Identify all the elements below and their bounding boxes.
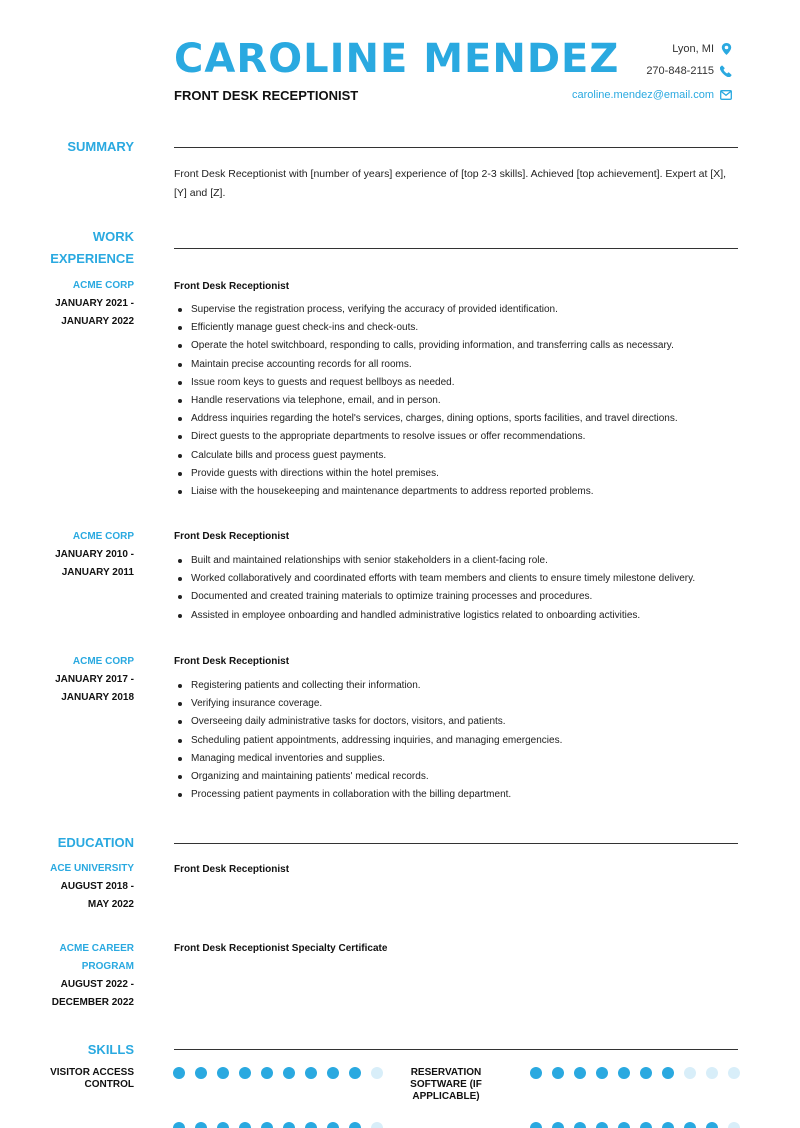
job-1-bullets: [174, 301, 744, 501]
edu-2-school-line1: ACME CAREER: [59, 943, 134, 954]
edu-1-dates-end: MAY 2022: [87, 899, 134, 910]
edu-1-degree: Front Desk Receptionist: [174, 864, 290, 875]
work-heading-line1: WORK: [92, 229, 134, 244]
rating-dot: [349, 1067, 361, 1079]
skills-heading: SKILLS: [87, 1042, 134, 1057]
job-2-dates-start: JANUARY 2010 -: [55, 549, 134, 560]
rating-dot: [327, 1122, 339, 1128]
job-3-company: ACME CORP: [72, 656, 134, 667]
list-item: Documented and created training materials to optimize training processes and procedures.: [174, 588, 744, 606]
rating-dot: [596, 1067, 608, 1079]
job-1-meta: [0, 277, 134, 331]
rating-dot: [371, 1122, 383, 1128]
rating-dot: [618, 1122, 630, 1128]
job-title: FRONT DESK RECEPTIONIST: [174, 88, 359, 103]
rating-dot: [552, 1122, 564, 1128]
rating-dot: [596, 1122, 608, 1128]
work-divider: [174, 248, 738, 249]
rating-dot: [261, 1067, 273, 1079]
rating-dot: [662, 1067, 674, 1079]
list-item: Processing patient payments in collaboration with the billing department.: [174, 786, 744, 804]
job-1-role: Front Desk Receptionist: [174, 281, 290, 292]
rating-dot: [574, 1122, 586, 1128]
skills-divider: [174, 1049, 738, 1050]
job-2-bullets: [174, 552, 744, 625]
list-item: Built and maintained relationships with senior stakeholders in a client-facing role.: [174, 552, 744, 570]
summary-text: Front Desk Receptionist with [number of years] experience of [top 2-3 skills]. Achieved [top achievement]. Expert at [X], [Y] and [Z].: [174, 168, 727, 199]
contact-location: [672, 43, 732, 55]
list-item: Handle reservations via telephone, email, and in person.: [174, 392, 744, 410]
rating-dot: [195, 1122, 207, 1128]
rating-dot: [706, 1067, 718, 1079]
edu-1-dates-start: AUGUST 2018 -: [60, 881, 134, 892]
job-2-role: Front Desk Receptionist: [174, 531, 290, 542]
contact-phone: [646, 65, 732, 77]
candidate-name: CAROLINE MENDEZ: [174, 36, 620, 82]
rating-dot: [728, 1122, 740, 1128]
rating-dot: [173, 1122, 185, 1128]
list-item: Address inquiries regarding the hotel's services, charges, dining options, sports facilities, and travel directions.: [174, 410, 744, 428]
rating-dot: [239, 1067, 251, 1079]
rating-dot: [728, 1067, 740, 1079]
rating-dot: [371, 1067, 383, 1079]
list-item: Efficiently manage guest check-ins and check-outs.: [174, 319, 744, 337]
job-2-company: ACME CORP: [72, 531, 134, 542]
rating-dot: [574, 1067, 586, 1079]
list-item: Direct guests to the appropriate departments to resolve issues or offer recommendations.: [174, 428, 744, 446]
rating-dot: [327, 1067, 339, 1079]
rating-dot: [530, 1067, 542, 1079]
skill-1-name: [0, 1067, 134, 1091]
email-text[interactable]: caroline.mendez@email.com: [571, 89, 714, 101]
rating-dot: [640, 1067, 652, 1079]
rating-dot: [684, 1122, 696, 1128]
education-divider: [174, 843, 738, 844]
rating-dot: [530, 1122, 542, 1128]
edu-2-meta: [0, 940, 134, 1012]
edu-1-meta: [0, 860, 134, 914]
skill-4-rating-partial: [530, 1122, 740, 1128]
skill-2-name: [400, 1067, 492, 1103]
edu-2-dates-end: DECEMBER 2022: [51, 997, 134, 1008]
list-item: Overseeing daily administrative tasks for doctors, visitors, and patients.: [174, 713, 744, 731]
summary-divider: [174, 147, 738, 148]
list-item: Worked collaboratively and coordinated efforts with team members and clients to ensure timely milestone delivery.: [174, 570, 744, 588]
list-item: Calculate bills and process guest payments.: [174, 447, 744, 465]
skill-2-name-line2: SOFTWARE (IF: [410, 1079, 482, 1090]
rating-dot: [217, 1122, 229, 1128]
list-item: Liaise with the housekeeping and maintenance departments to address reported problems.: [174, 483, 744, 501]
job-2-meta: [0, 528, 134, 582]
skill-1-name-line2: CONTROL: [84, 1079, 134, 1090]
phone-text: 270-848-2115: [646, 65, 714, 77]
rating-dot: [283, 1122, 295, 1128]
envelope-icon: [720, 89, 732, 101]
rating-dot: [305, 1067, 317, 1079]
rating-dot: [662, 1122, 674, 1128]
job-2-dates-end: JANUARY 2011: [61, 567, 134, 578]
skill-2-rating: [530, 1067, 740, 1079]
edu-2-school-line2: PROGRAM: [81, 961, 134, 972]
skill-1-name-line1: VISITOR ACCESS: [50, 1067, 134, 1078]
list-item: Provide guests with directions within the hotel premises.: [174, 465, 744, 483]
list-item: Verifying insurance coverage.: [174, 695, 744, 713]
rating-dot: [261, 1122, 273, 1128]
work-heading: [0, 226, 134, 270]
rating-dot: [305, 1122, 317, 1128]
location-text: Lyon, MI: [672, 43, 714, 55]
contact-email[interactable]: [572, 89, 732, 101]
rating-dot: [173, 1067, 185, 1079]
rating-dot: [552, 1067, 564, 1079]
rating-dot: [239, 1122, 251, 1128]
list-item: Managing medical inventories and supplies.: [174, 750, 744, 768]
list-item: Scheduling patient appointments, addressing inquiries, and managing emergencies.: [174, 732, 744, 750]
job-1-dates-start: JANUARY 2021 -: [55, 298, 134, 309]
skill-2-name-line3: APPLICABLE): [412, 1091, 480, 1102]
skill-1-rating: [173, 1067, 383, 1079]
rating-dot: [217, 1067, 229, 1079]
job-1-dates-end: JANUARY 2022: [61, 316, 134, 327]
list-item: Operate the hotel switchboard, responding to calls, providing information, and transferring calls as necessary.: [174, 337, 744, 355]
phone-icon: [720, 65, 732, 77]
summary-heading: SUMMARY: [67, 139, 134, 154]
edu-2-dates-start: AUGUST 2022 -: [60, 979, 134, 990]
rating-dot: [618, 1067, 630, 1079]
job-3-bullets: [174, 677, 744, 804]
list-item: Organizing and maintaining patients' medical records.: [174, 768, 744, 786]
skill-2-name-line1: RESERVATION: [410, 1067, 482, 1078]
list-item: Registering patients and collecting their information.: [174, 677, 744, 695]
edu-1-school: ACE UNIVERSITY: [50, 863, 134, 874]
list-item: Maintain precise accounting records for all rooms.: [174, 356, 744, 374]
job-3-meta: [0, 653, 134, 707]
list-item: Issue room keys to guests and request bellboys as needed.: [174, 374, 744, 392]
job-3-role: Front Desk Receptionist: [174, 656, 290, 667]
rating-dot: [640, 1122, 652, 1128]
rating-dot: [349, 1122, 361, 1128]
education-heading: EDUCATION: [57, 835, 134, 850]
work-heading-line2: EXPERIENCE: [50, 251, 134, 266]
list-item: Assisted in employee onboarding and handled administrative logistics related to onboarding activities.: [174, 607, 744, 625]
job-3-dates-start: JANUARY 2017 -: [55, 674, 134, 685]
rating-dot: [283, 1067, 295, 1079]
list-item: Supervise the registration process, verifying the accuracy of provided identification.: [174, 301, 744, 319]
job-3-dates-end: JANUARY 2018: [61, 692, 134, 703]
map-pin-icon: [720, 43, 732, 55]
edu-2-degree: Front Desk Receptionist Specialty Certificate: [174, 943, 388, 954]
rating-dot: [684, 1067, 696, 1079]
skill-3-rating-partial: [173, 1122, 383, 1128]
rating-dot: [706, 1122, 718, 1128]
rating-dot: [195, 1067, 207, 1079]
job-1-company: ACME CORP: [72, 280, 134, 291]
